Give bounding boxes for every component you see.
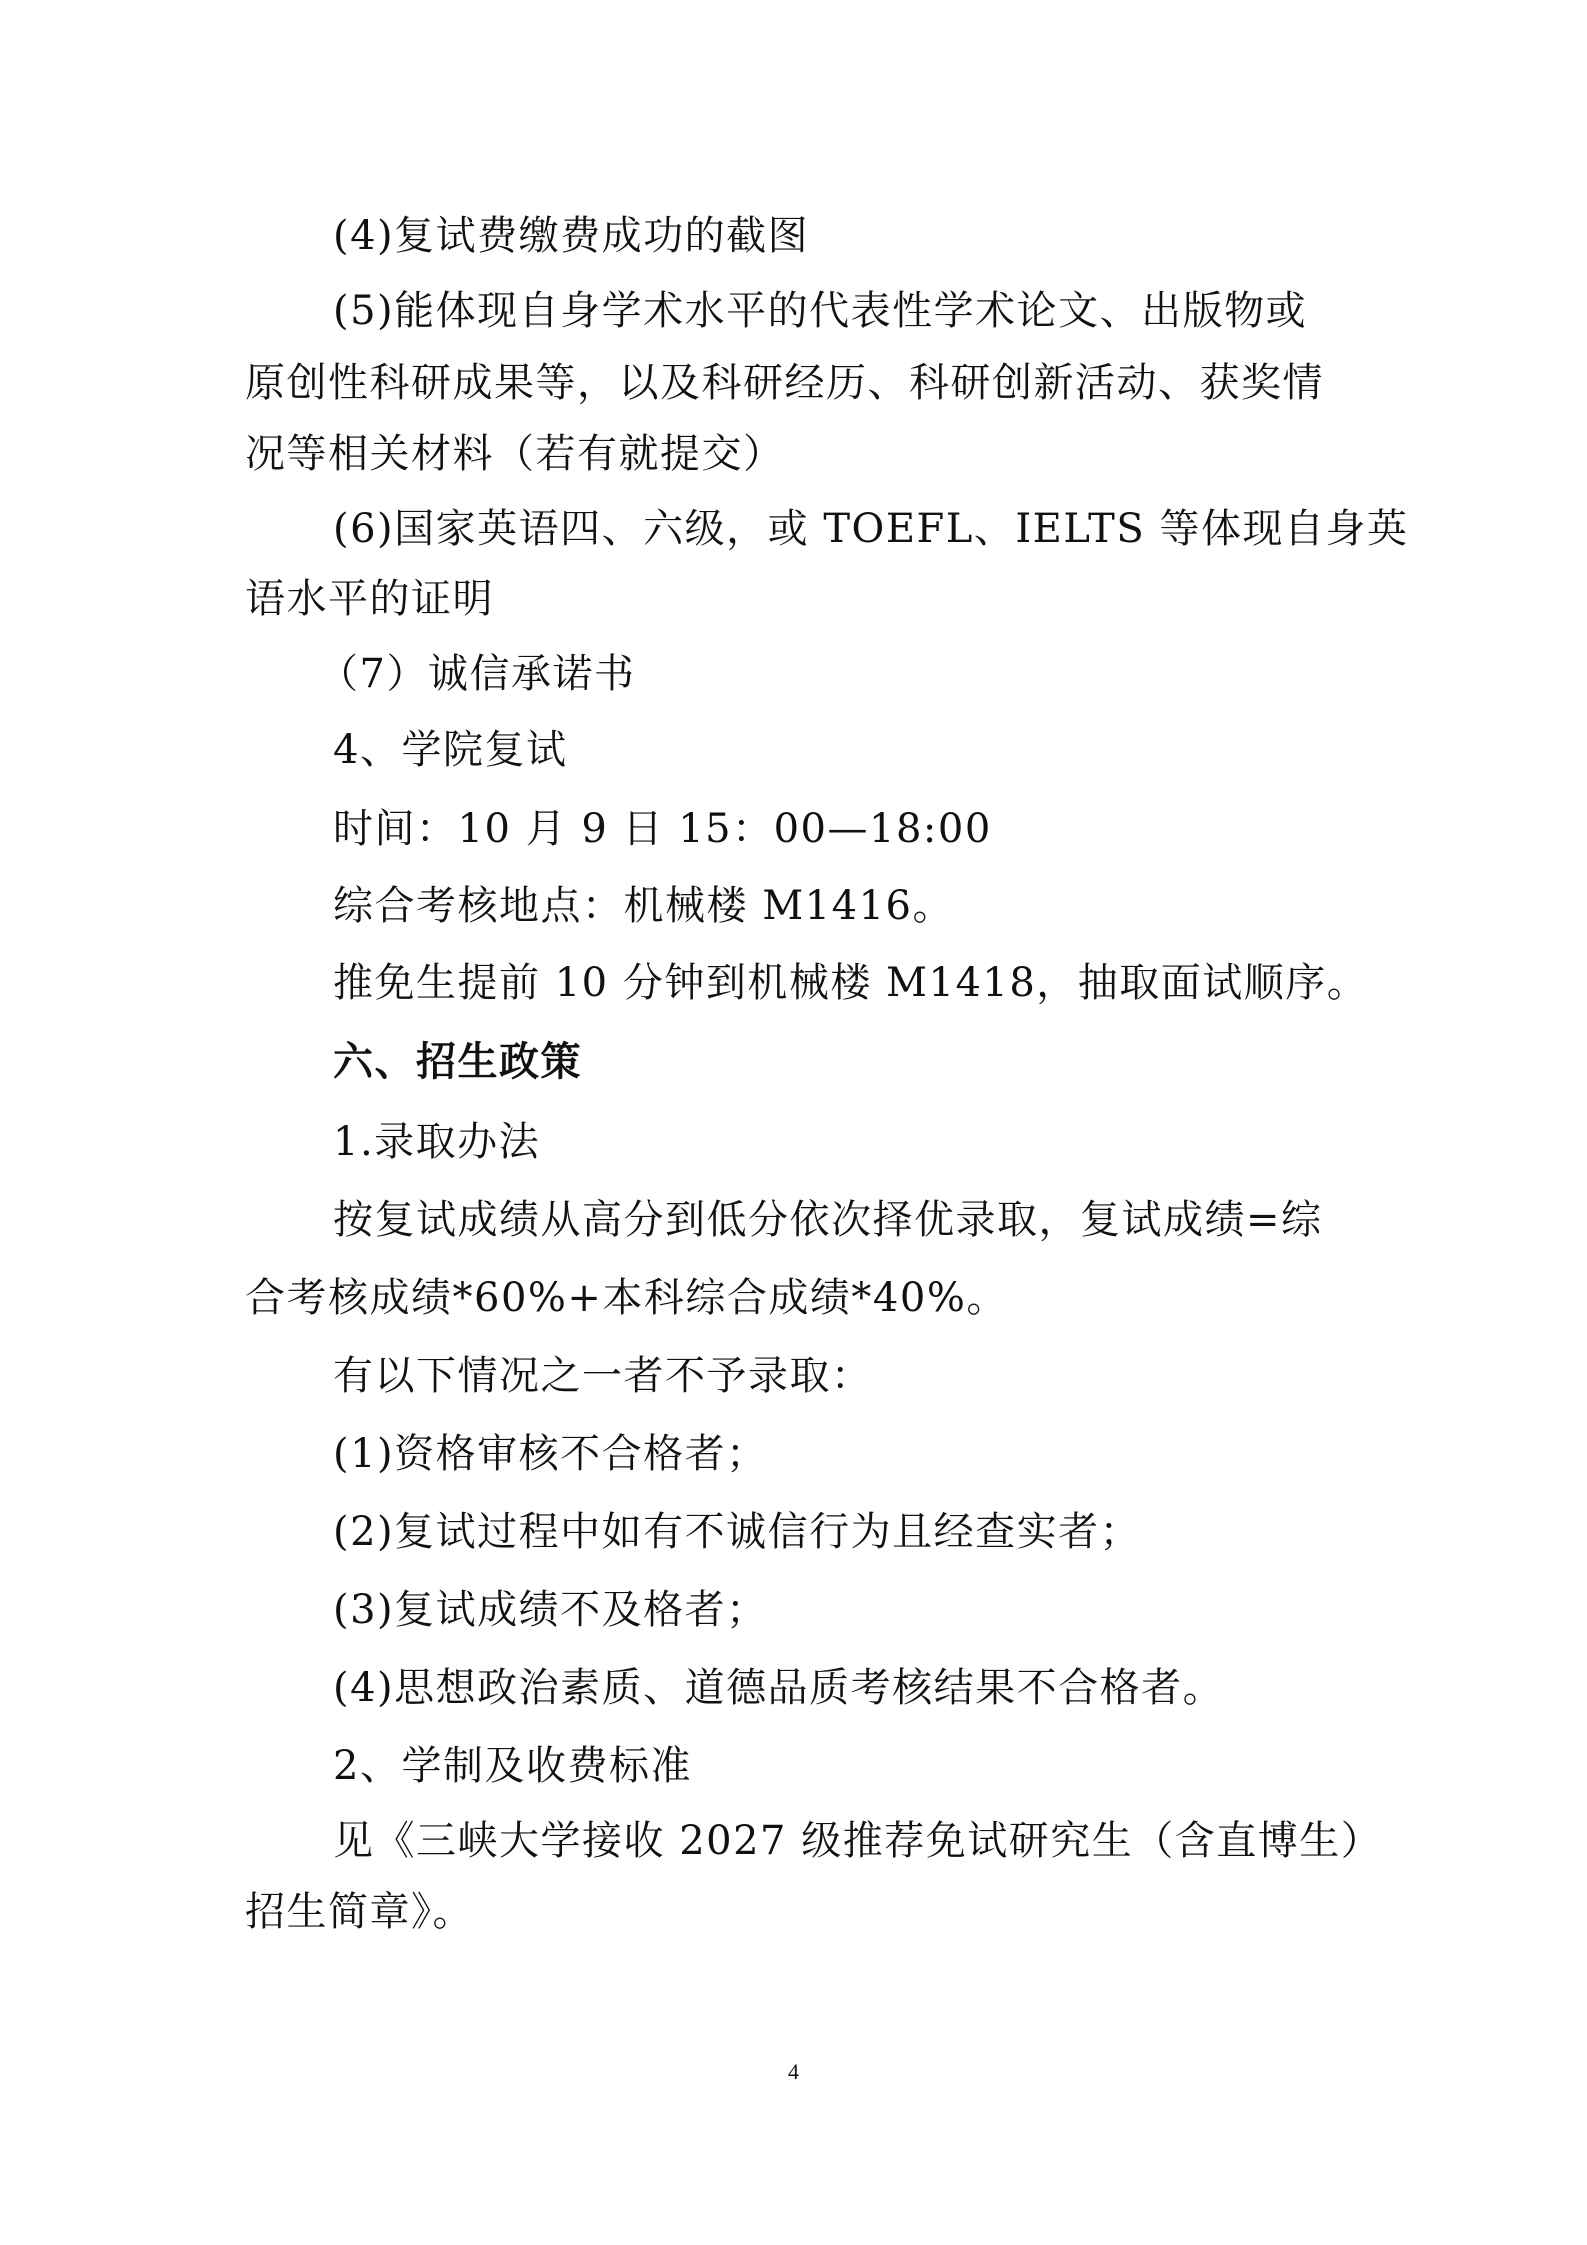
item-6-line-2: 语水平的证明 [245, 576, 494, 622]
item-5-line-3: 况等相关材料（若有就提交） [245, 431, 785, 477]
item-7-integrity-pledge: （7）诚信承诺书 [318, 651, 636, 697]
admission-method-line-2: 合考核成绩*60%+本科综合成绩*40%。 [245, 1275, 1008, 1321]
tuition-reference-line-2: 招生简章》。 [245, 1889, 474, 1935]
interview-location: 综合考核地点：机械楼 M1416。 [333, 883, 954, 929]
page-number: 4 [788, 2059, 799, 2084]
arrival-note: 推免生提前 10 分钟到机械楼 M1418，抽取面试顺序。 [333, 960, 1369, 1006]
admission-method-line-1: 按复试成绩从高分到低分依次择优录取，复试成绩=综 [333, 1197, 1323, 1243]
item-4-payment-screenshot: (4)复试费缴费成功的截图 [333, 213, 810, 259]
item-5-line-2: 原创性科研成果等，以及科研经历、科研创新活动、获奖情 [245, 360, 1324, 406]
rejection-item-3: (3)复试成绩不及格者； [333, 1587, 768, 1633]
rejection-intro: 有以下情况之一者不予录取： [333, 1353, 873, 1399]
interview-time: 时间：10 月 9 日 15：00—18:00 [333, 806, 992, 852]
section-4-heading: 4、学院复试 [333, 727, 568, 773]
rejection-item-4: (4)思想政治素质、道德品质考核结果不合格者。 [333, 1665, 1225, 1711]
item-5-line-1: (5)能体现自身学术水平的代表性学术论文、出版物或 [333, 288, 1308, 334]
item-6-line-1: (6)国家英语四、六级，或 TOEFL、IELTS 等体现自身英 [333, 506, 1409, 552]
rejection-item-1: (1)资格审核不合格者； [333, 1431, 768, 1477]
tuition-reference-line-1: 见《三峡大学接收 2027 级推荐免试研究生（含直博生） [333, 1818, 1383, 1864]
rejection-item-2: (2)复试过程中如有不诚信行为且经查实者； [333, 1509, 1142, 1555]
tuition-heading: 2、学制及收费标准 [333, 1743, 692, 1789]
section-six-heading: 六、招生政策 [333, 1038, 582, 1085]
admission-method-heading: 1.录取办法 [333, 1119, 541, 1165]
